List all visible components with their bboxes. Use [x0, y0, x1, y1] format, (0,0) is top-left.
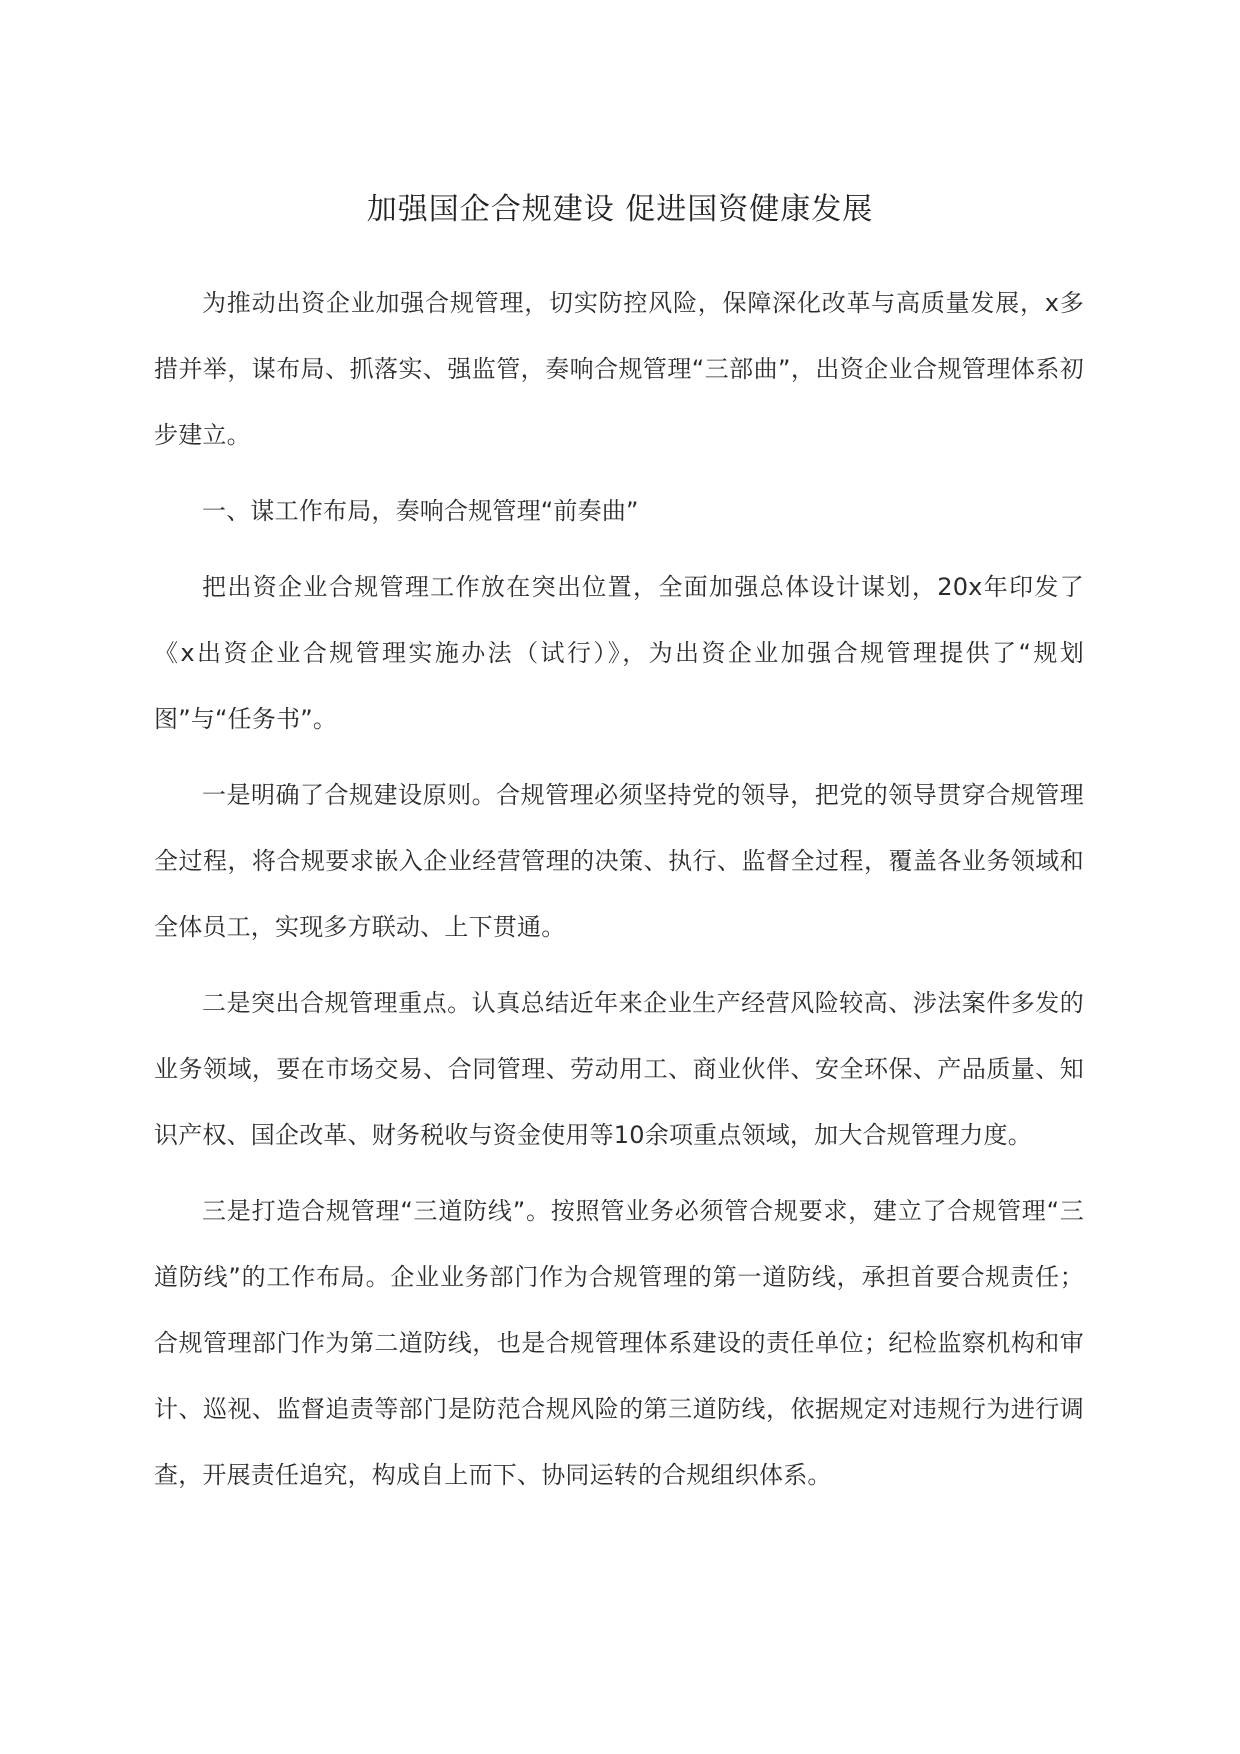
paragraph-principles: 一是明确了合规建设原则。合规管理必须坚持党的领导，把党的领导贯穿合规管理全过程，将合规要求嵌入企业经营管理的决策、执行、监督全过程，覆盖各业务领域和全体员工，实现多方联动、上下贯通。 — [154, 781, 1084, 941]
document-body — [154, 270, 1084, 1508]
paragraph-key-areas: 二是突出合规管理重点。认真总结近年来企业生产经营风险较高、涉法案件多发的业务领域，要在市场交易、合同管理、劳动用工、商业伙伴、安全环保、产品质量、知识产权、国企改革、财务税收与资金使用等10余项重点领域，加大合规管理力度。 — [154, 989, 1084, 1149]
paragraph-three-lines: 三是打造合规管理“三道防线”。按照管业务必须管合规要求，建立了合规管理“三道防线”的工作布局。企业业务部门作为合规管理的第一道防线，承担首要合规责任；合规管理部门作为第二道防线，也是合规管理体系建设的责任单位；纪检监察机构和审计、巡视、监督追责等部门是防范合规风险的第三道防线，依据规定对违规行为进行调查，开展责任追究，构成自上而下、协同运转的合规组织体系。 — [154, 1197, 1084, 1489]
document-title: 加强国企合规建设 促进国资健康发展 — [366, 192, 874, 227]
paragraph-planning: 把出资企业合规管理工作放在突出位置，全面加强总体设计谋划，20x年印发了《x出资企业合规管理实施办法（试行）》，为出资企业加强合规管理提供了“规划图”与“任务书”。 — [154, 573, 1084, 733]
paragraph-intro: 为推动出资企业加强合规管理，切实防控风险，保障深化改革与高质量发展，x多措并举，谋布局、抓落实、强监管，奏响合规管理“三部曲”，出资企业合规管理体系初步建立。 — [154, 289, 1084, 449]
section-heading-1: 一、谋工作布局，奏响合规管理“前奏曲” — [202, 497, 639, 525]
